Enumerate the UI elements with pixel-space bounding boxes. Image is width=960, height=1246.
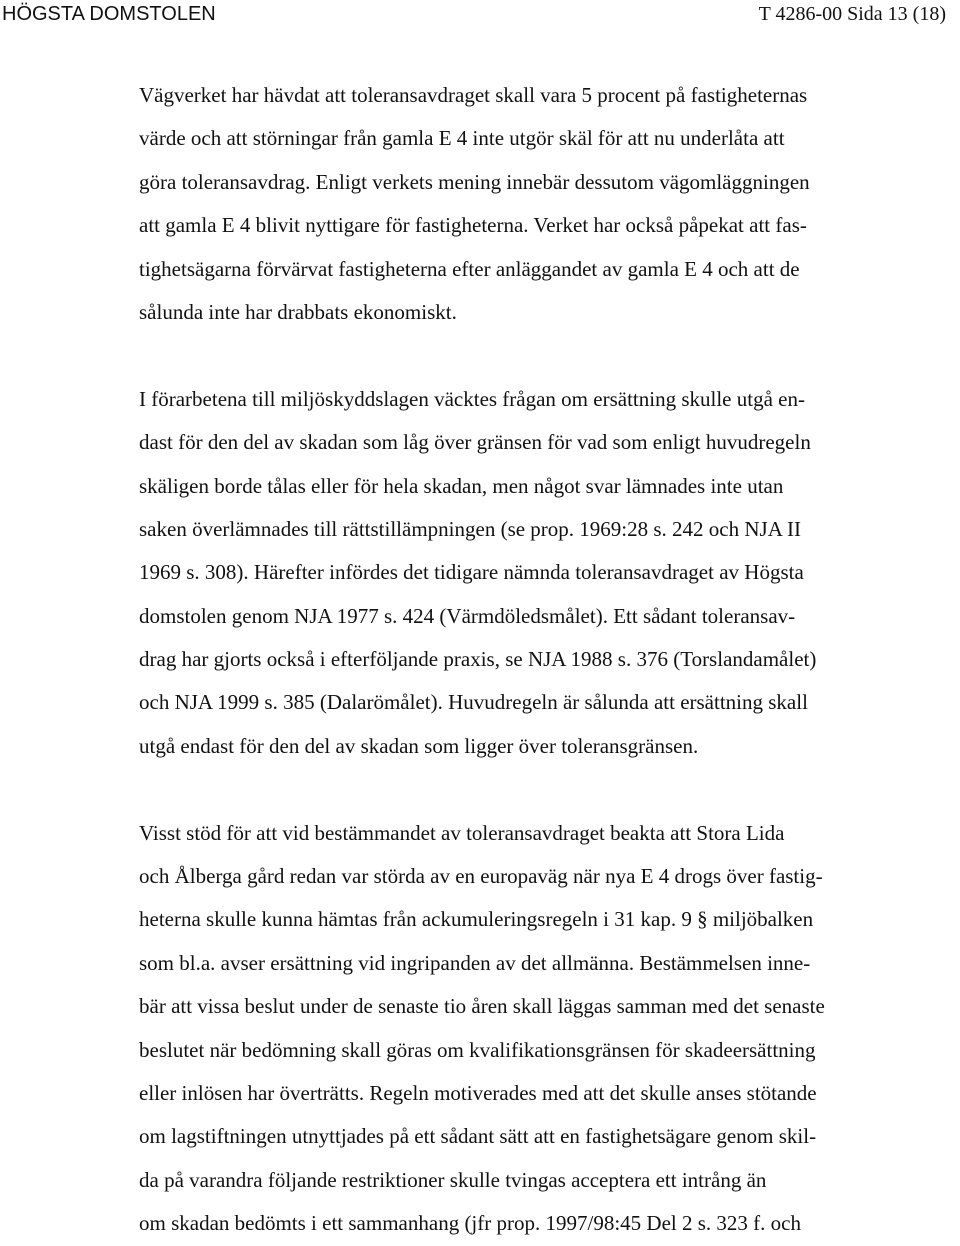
text-line: om lagstiftningen utnyttjades på ett sådant sätt att en fastighetsägare genom skil- [139, 1124, 817, 1149]
text-line: och NJA 1999 s. 385 (Dalarömålet). Huvudregeln är sålunda att ersättning skall [139, 690, 808, 715]
text-line: Visst stöd för att vid bestämmandet av toleransavdraget beakta att Stora Lida [139, 820, 785, 845]
text-line: göra toleransavdrag. Enligt verkets mening innebär dessutom vägomläggningen [139, 169, 810, 194]
text-line: att gamla E 4 blivit nyttigare för fastigheterna. Verket har också påpekat att fas- [139, 213, 807, 238]
paragraph-spacer [139, 768, 955, 811]
page-header [0, 0, 960, 30]
text-line: heterna skulle kunna hämtas från ackumuleringsregeln i 31 kap. 9 § miljöbalken [139, 907, 814, 932]
text-line: skäligen borde tålas eller för hela skadan, men något svar lämnades inte utan [139, 473, 784, 498]
paragraph-spacer [139, 334, 955, 377]
case-page-reference: T 4286-00 Sida 13 (18) [758, 3, 946, 25]
paragraph-1 [139, 74, 955, 334]
text-line: domstolen genom NJA 1977 s. 424 (Värmdöledsmålet). Ett sådant toleransav- [139, 603, 796, 628]
text-line: om skadan bedömts i ett sammanhang (jfr prop. 1997/98:45 Del 2 s. 323 f. och [139, 1211, 801, 1236]
text-line: I förarbetena till miljöskyddslagen väcktes frågan om ersättning skulle utgå en- [139, 386, 805, 411]
text-line: utgå endast för den del av skadan som ligger över toleransgränsen. [139, 733, 699, 758]
text-line: och Ålberga gård redan var störda av en europaväg när nya E 4 drogs över fastig- [139, 864, 823, 889]
text-line: Vägverket har hävdat att toleransavdraget skall vara 5 procent på fastigheternas [139, 83, 808, 107]
text-line: dast för den del av skadan som låg över gränsen för vad som enligt huvudregeln [139, 430, 811, 455]
text-line: drag har gjorts också i efterföljande praxis, se NJA 1988 s. 376 (Torslandamålet) [139, 647, 817, 672]
paragraph-2 [139, 378, 955, 769]
text-line: 1969 s. 308). Härefter infördes det tidigare nämnda toleransavdraget av Högsta [139, 560, 804, 585]
text-line: bär att vissa beslut under de senaste tio åren skall läggas samman med det senaste [139, 994, 825, 1019]
document-body [139, 74, 955, 1246]
text-line: beslutet när bedömning skall göras om kvalifikationsgränsen för skadeersättning [139, 1037, 816, 1062]
text-line: värde och att störningar från gamla E 4 inte utgör skäl för att nu underlåta att [139, 126, 785, 151]
text-line: da på varandra följande restriktioner skulle tvingas acceptera ett intrång än [139, 1167, 767, 1192]
text-line: saken överlämnades till rättstillämpningen (se prop. 1969:28 s. 242 och NJA II [139, 516, 801, 541]
text-line: tighetsägarna förvärvat fastigheterna efter anläggandet av gamla E 4 och att de [139, 256, 800, 281]
court-name: HÖGSTA DOMSTOLEN [2, 3, 216, 25]
text-line: eller inlösen har överträtts. Regeln motiverades med att det skulle anses stötande [139, 1080, 817, 1105]
text-line: som bl.a. avser ersättning vid ingripanden av det allmänna. Bestämmelsen inne- [139, 950, 811, 975]
paragraph-3 [139, 812, 955, 1246]
text-line: sålunda inte har drabbats ekonomiskt. [139, 299, 457, 324]
